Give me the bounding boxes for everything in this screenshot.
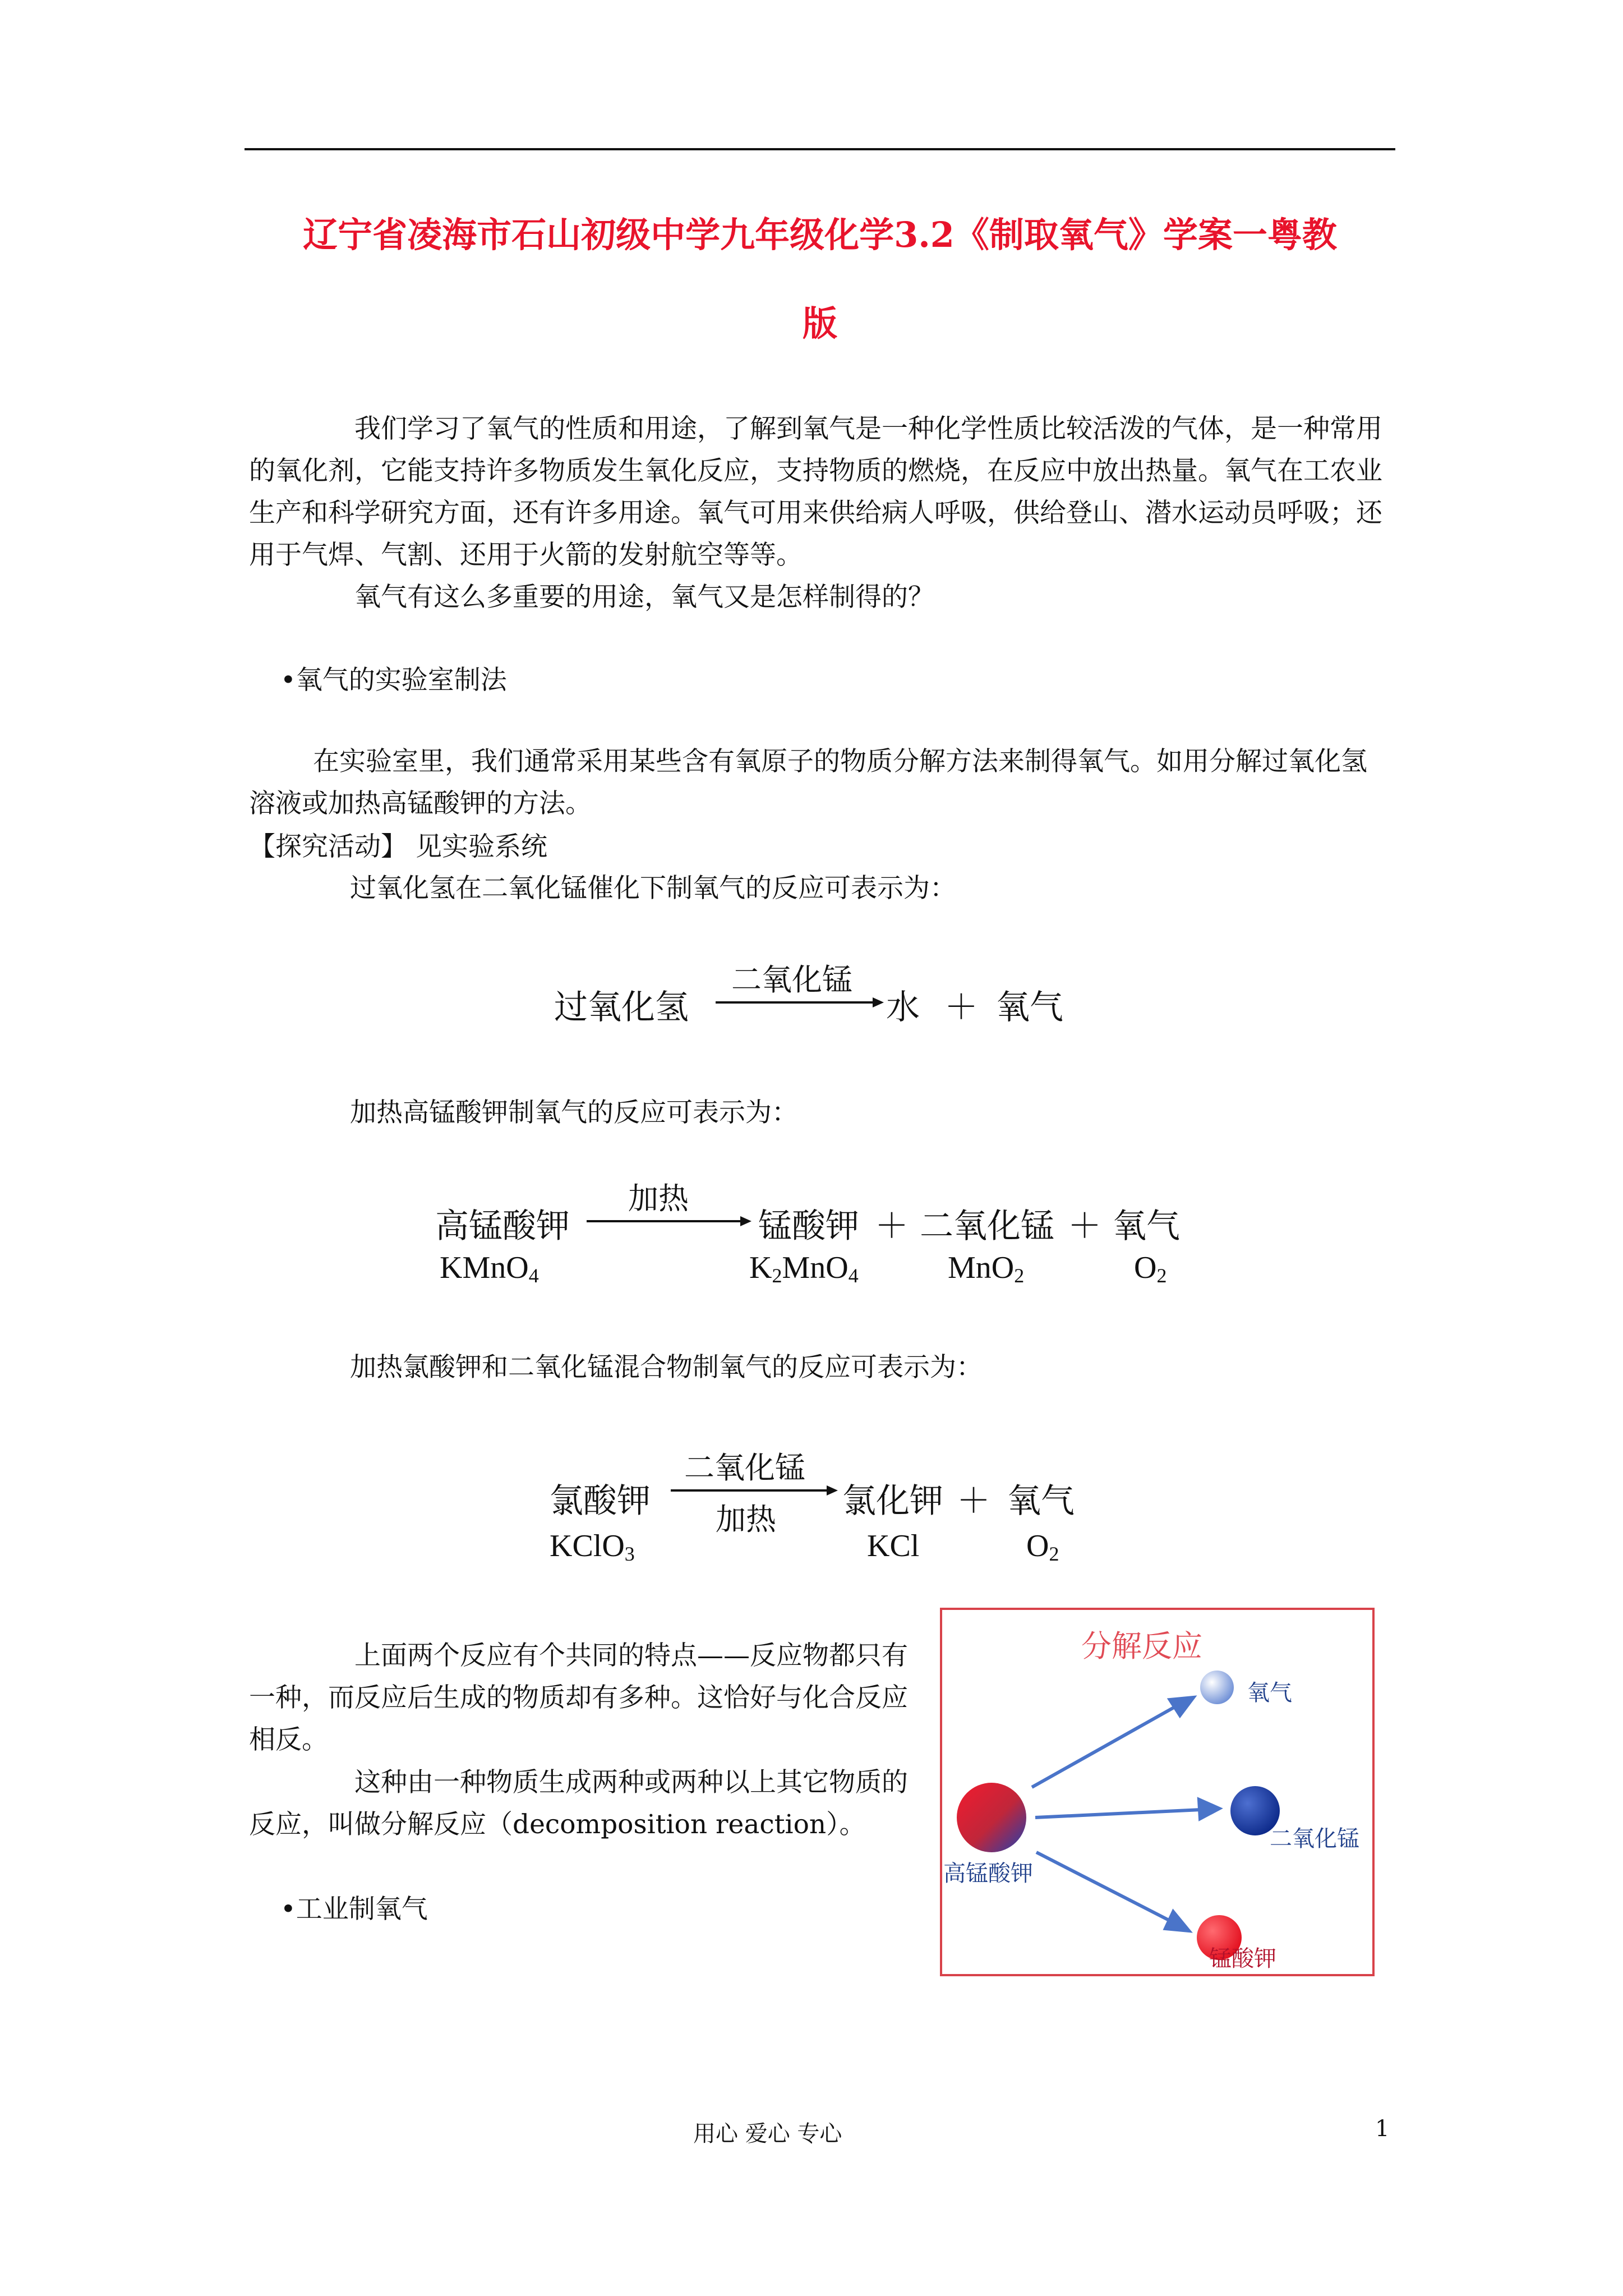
page-number: 1 (1375, 2116, 1390, 2142)
eq2-reactant: 高锰酸钾 (435, 1207, 570, 1246)
equation3-intro: 加热氯酸钾和二氧化锰混合物制氧气的反应可表示为： (350, 1352, 983, 1383)
eq2-formula-reactant: KMnO$_4$ (440, 1250, 539, 1287)
decomposition-paragraph-2: 这种由一种物质生成两种或两种以上其它物质的反应，叫做分解反应（decomposition reaction）。 (249, 1767, 908, 1840)
eq2-plus2: ＋ (1068, 1207, 1101, 1246)
eq3-product2: 氧气 (1007, 1481, 1075, 1521)
eq2-formula-product1: $K_2MnO_4$ (749, 1250, 859, 1287)
reaction-arrows (1032, 1697, 1219, 1931)
source-sphere (957, 1783, 1026, 1852)
eq1-reactant: 过氧化氢 (554, 988, 689, 1027)
eq2-arrow (587, 1213, 753, 1230)
eq3-product1: 氯化钾 (842, 1481, 943, 1521)
document-title-line1: 辽宁省凌海市石山初级中学九年级化学3.2《制取氧气》学案一粤教 (303, 214, 1337, 255)
eq1-product2: 氧气 (996, 988, 1063, 1027)
activity-line: 【探究活动】 见实验系统 (249, 831, 547, 862)
eq2-plus1: ＋ (875, 1207, 909, 1246)
document-title-line2: 版 (802, 303, 837, 344)
eq2-product3: 氧气 (1113, 1207, 1180, 1246)
oxygen-sphere (1200, 1671, 1234, 1704)
eq2-condition: 加热 (628, 1181, 689, 1216)
header-rule (245, 148, 1395, 150)
eq3-condition-top: 二氧化锰 (684, 1450, 805, 1485)
intro-paragraph-2: 氧气有这么多重要的用途，氧气又是怎样制得的？ (354, 582, 934, 613)
figure-label-source: 高锰酸钾 (943, 1861, 1033, 1887)
eq2-formula-product3: $O_2$ (1134, 1250, 1167, 1287)
figure-title: 分解反应 (1081, 1628, 1202, 1664)
figure-label-manganese-dioxide: 二氧化锰 (1270, 1826, 1359, 1852)
intro-paragraph-1: 我们学习了氧气的性质和用途，了解到氧气是一种化学性质比较活泼的气体，是一种常用的氧化剂，它能支持许多物质发生氧化反应，支持物质的燃烧，在反应中放出热量。氧气在工农业生产和科学研究方面，还有许多用途。氧气可用来供给病人呼吸，供给登山、潜水运动员呼吸；还用于气焊、气割、还用于火箭的发射航空等等。 (249, 413, 1382, 570)
eq1-product1: 水 (886, 988, 920, 1027)
eq3-plus: ＋ (957, 1481, 990, 1521)
equation1-intro: 过氧化氢在二氧化锰催化下制氧气的反应可表示为： (350, 873, 956, 904)
eq3-formula-reactant: KClO$_3$ (550, 1529, 635, 1565)
figure-label-potassium-manganate: 锰酸钾 (1209, 1946, 1276, 1972)
decomposition-paragraph-1: 上面两个反应有个共同的特点——反应物都只有一种，而反应后生成的物质却有多种。这恰好与化合反应相反。 (249, 1640, 908, 1755)
figure-label-oxygen: 氧气 (1247, 1680, 1292, 1706)
eq3-formula-product1: KCl (867, 1529, 920, 1563)
lab-method-paragraph: 在实验室里，我们通常采用某些含有氧原子的物质分解方法来制得氧气。如用分解过氧化氢溶液或加热高锰酸钾的方法。 (249, 746, 1367, 819)
equation2-intro: 加热高锰酸钾制氧气的反应可表示为： (350, 1097, 798, 1128)
eq2-product1: 锰酸钾 (758, 1207, 859, 1246)
eq1-plus: ＋ (944, 988, 978, 1027)
eq3-reactant: 氯酸钾 (550, 1481, 651, 1521)
section-heading-industrial: •工业制氧气 (280, 1894, 428, 1925)
eq3-formula-product2: $O_2$ (1026, 1529, 1059, 1565)
decomposition-figure (940, 1608, 1375, 1976)
eq1-condition: 二氧化锰 (731, 962, 852, 997)
eq1-arrow (716, 994, 885, 1011)
eq3-condition-bottom: 加热 (716, 1502, 776, 1537)
section-heading-lab: •氧气的实验室制法 (280, 665, 507, 696)
eq2-formula-product2: MnO$_2$ (948, 1250, 1025, 1287)
footer-motto: 用心 爱心 专心 (693, 2121, 842, 2147)
eq2-product2: 二氧化锰 (920, 1207, 1054, 1246)
